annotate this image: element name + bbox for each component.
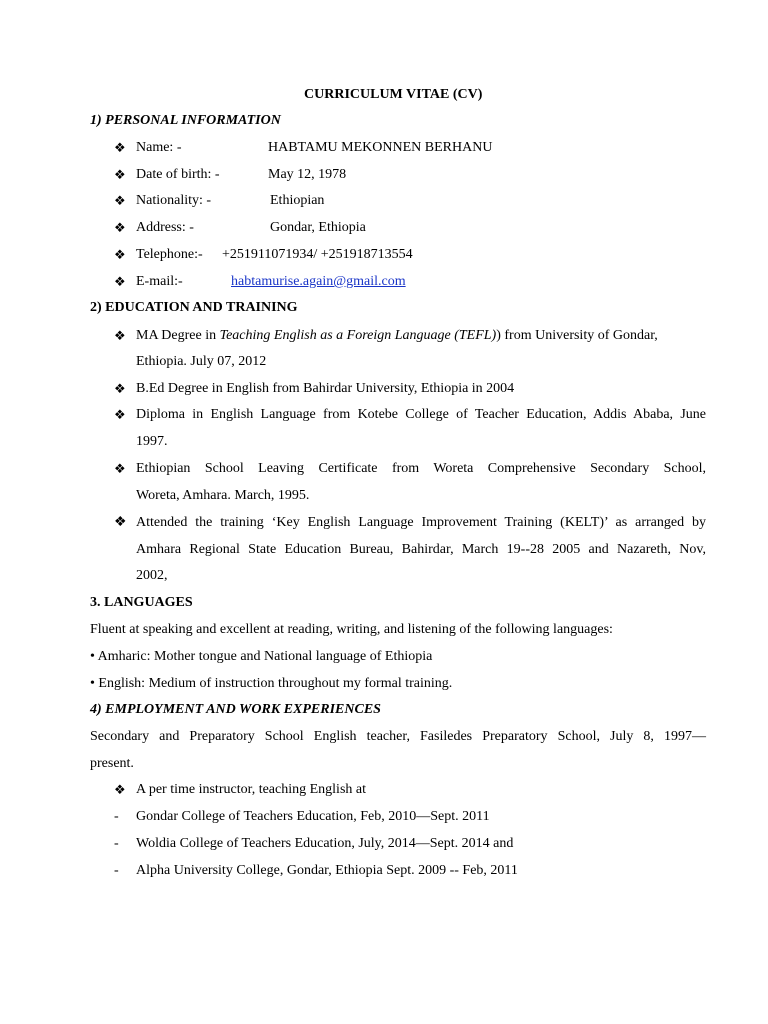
ma-degree-date: Ethiopia. July 07, 2012 [136, 354, 267, 369]
dob-label: Date of birth: - [136, 167, 220, 182]
ma-degree-program: Teaching English as a Foreign Language (TEFL) [219, 328, 497, 343]
education-item-bed: B.Ed Degree in English from Bahirdar University, Ethiopia in 2004 [136, 381, 515, 396]
bullet-icon: ❖ [114, 782, 126, 797]
document-title: CURRICULUM VITAE (CV) [304, 87, 483, 102]
address-value: Gondar, Ethiopia [270, 220, 366, 235]
ma-degree-prefix: MA Degree in [136, 328, 220, 343]
eslc-place-date: Woreta, Amhara. March, 1995. [136, 488, 310, 503]
ma-degree-suffix: ) from University of Gondar, [496, 328, 658, 343]
dash-marker: - [114, 836, 119, 851]
bullet-icon: ❖ [114, 381, 126, 396]
language-english: • English: Medium of instruction throughout my formal training. [90, 676, 453, 691]
telephone-label: Telephone:- [136, 247, 203, 262]
telephone-value: +251911071934/ +251918713554 [222, 247, 413, 262]
nationality-label: Nationality: - [136, 193, 212, 208]
dob-value: May 12, 1978 [268, 167, 347, 182]
kelt-detail: Amhara Regional State Education Bureau, Bahirdar, March 19--28 2005 and Nazareth, Nov, [136, 542, 706, 557]
employment-woldia: Woldia College of Teachers Education, July, 2014—Sept. 2014 and [136, 836, 514, 851]
dash-marker: - [114, 809, 119, 824]
bullet-icon: ❖ [114, 515, 127, 530]
bullet-icon: ❖ [114, 328, 126, 343]
name-label: Name: - [136, 140, 182, 155]
bullet-icon: ❖ [114, 140, 126, 155]
bullet-icon: ❖ [114, 461, 126, 476]
languages-intro: Fluent at speaking and excellent at reading, writing, and listening of the following languages: [90, 622, 613, 637]
section-heading-education: 2) EDUCATION AND TRAINING [90, 300, 298, 315]
bullet-icon: ❖ [114, 167, 126, 182]
language-amharic: • Amharic: Mother tongue and National language of Ethiopia [90, 649, 433, 664]
address-label: Address: - [136, 220, 194, 235]
bullet-icon: ❖ [114, 193, 126, 208]
employment-present: present. [90, 756, 134, 771]
employment-main: Secondary and Preparatory School English teacher, Fasiledes Preparatory School, July 8, 1997— [90, 729, 706, 744]
education-item-eslc: Ethiopian School Leaving Certificate from Woreta Comprehensive Secondary School, [136, 461, 706, 476]
education-item-ma [136, 327, 658, 345]
part-time-instructor: A per time instructor, teaching English at [136, 782, 366, 797]
nationality-value: Ethiopian [270, 193, 325, 208]
name-value: HABTAMU MEKONNEN BERHANU [268, 140, 493, 155]
bullet-icon: ❖ [114, 247, 126, 262]
employment-alpha: Alpha University College, Gondar, Ethiopia Sept. 2009 -- Feb, 2011 [136, 863, 518, 878]
bullet-icon: ❖ [114, 274, 126, 289]
dash-marker: - [114, 863, 119, 878]
education-item-kelt: Attended the training ‘Key English Language Improvement Training (KELT)’ as arranged by [136, 515, 706, 530]
section-heading-personal: 1) PERSONAL INFORMATION [90, 113, 281, 128]
email-link[interactable]: habtamurise.again@gmail.com [231, 274, 406, 289]
diploma-year: 1997. [136, 434, 168, 449]
bullet-icon: ❖ [114, 220, 126, 235]
education-item-diploma: Diploma in English Language from Kotebe College of Teacher Education, Addis Ababa, June [136, 407, 706, 422]
kelt-year: 2002, [136, 568, 168, 583]
employment-gondar: Gondar College of Teachers Education, Feb, 2010—Sept. 2011 [136, 809, 490, 824]
bullet-icon: ❖ [114, 407, 126, 422]
email-label: E-mail:- [136, 274, 183, 289]
section-heading-languages: 3. LANGUAGES [90, 595, 193, 610]
section-heading-employment: 4) EMPLOYMENT AND WORK EXPERIENCES [90, 702, 381, 717]
